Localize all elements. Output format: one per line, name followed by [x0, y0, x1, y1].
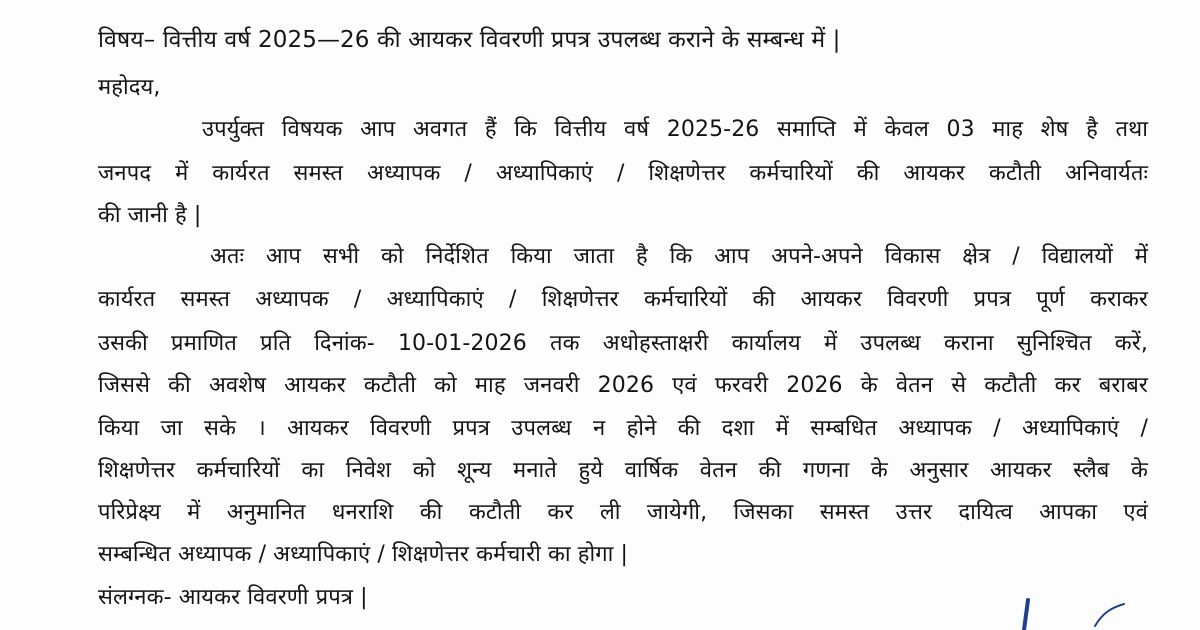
paragraph2-line5: किया जा सके । आयकर विवरणी प्रपत्र उपलब्ध न होने की दशा में सम्बधित अध्यापक / अध्यापिकाएं /	[98, 416, 1148, 441]
paragraph2-line4: जिससे की अवशेष आयकर कटौती को माह जनवरी 2026 एवं फरवरी 2026 के वेतन से कटौती कर बराबर	[98, 373, 1148, 398]
signature-mark	[1000, 590, 1130, 630]
paragraph1-line2: जनपद में कार्यरत समस्त अध्यापक / अध्यापिकाएं / शिक्षणेत्तर कर्मचारियों की आयकर कटौती अनिवार्यतः	[98, 161, 1148, 186]
letter-subject: विषय– वित्तीय वर्ष 2025—26 की आयकर विवरणी प्रपत्र उपलब्ध कराने के सम्बन्ध में |	[98, 27, 841, 53]
enclosure-note: संलग्नक- आयकर विवरणी प्रपत्र |	[98, 585, 368, 610]
paragraph1-line3: की जानी है |	[98, 203, 202, 228]
salutation: महोदय,	[98, 75, 161, 100]
paragraph2-line1: अतः आप सभी को निर्देशित किया जाता है कि आप अपने-अपने विकास क्षेत्र / विद्यालयों में	[210, 244, 1148, 269]
paragraph1-line1: उपर्युक्त विषयक आप अवगत हैं कि वित्तीय वर्ष 2025-26 समाप्ति में केवल 03 माह शेष है तथा	[202, 117, 1148, 142]
paragraph2-line6: शिक्षणेत्तर कर्मचारियों का निवेश को शून्य मनाते हुये वार्षिक वेतन की गणना के अनुसार आयकर स्लैब के	[98, 458, 1148, 483]
paragraph2-line2: कार्यरत समस्त अध्यापक / अध्यापिकाएं / शिक्षणेत्तर कर्मचारियों की आयकर विवरणी प्रपत्र पूर्ण कराकर	[98, 287, 1148, 312]
paragraph2-line7: परिप्रेक्ष्य में अनुमानित धनराशि की कटौती कर ली जायेगी, जिसका समस्त उत्तर दायित्व आपका एवं	[98, 500, 1148, 525]
paragraph2-line3: उसकी प्रमाणित प्रति दिनांक- 10-01-2026 तक अधोहस्ताक्षरी कार्यालय में उपलब्ध कराना सुनिश्चित करें,	[98, 331, 1148, 356]
paragraph2-line8: सम्बन्धित अध्यापक / अध्यापिकाएं / शिक्षणेत्तर कर्मचारी का होगा |	[98, 542, 629, 567]
